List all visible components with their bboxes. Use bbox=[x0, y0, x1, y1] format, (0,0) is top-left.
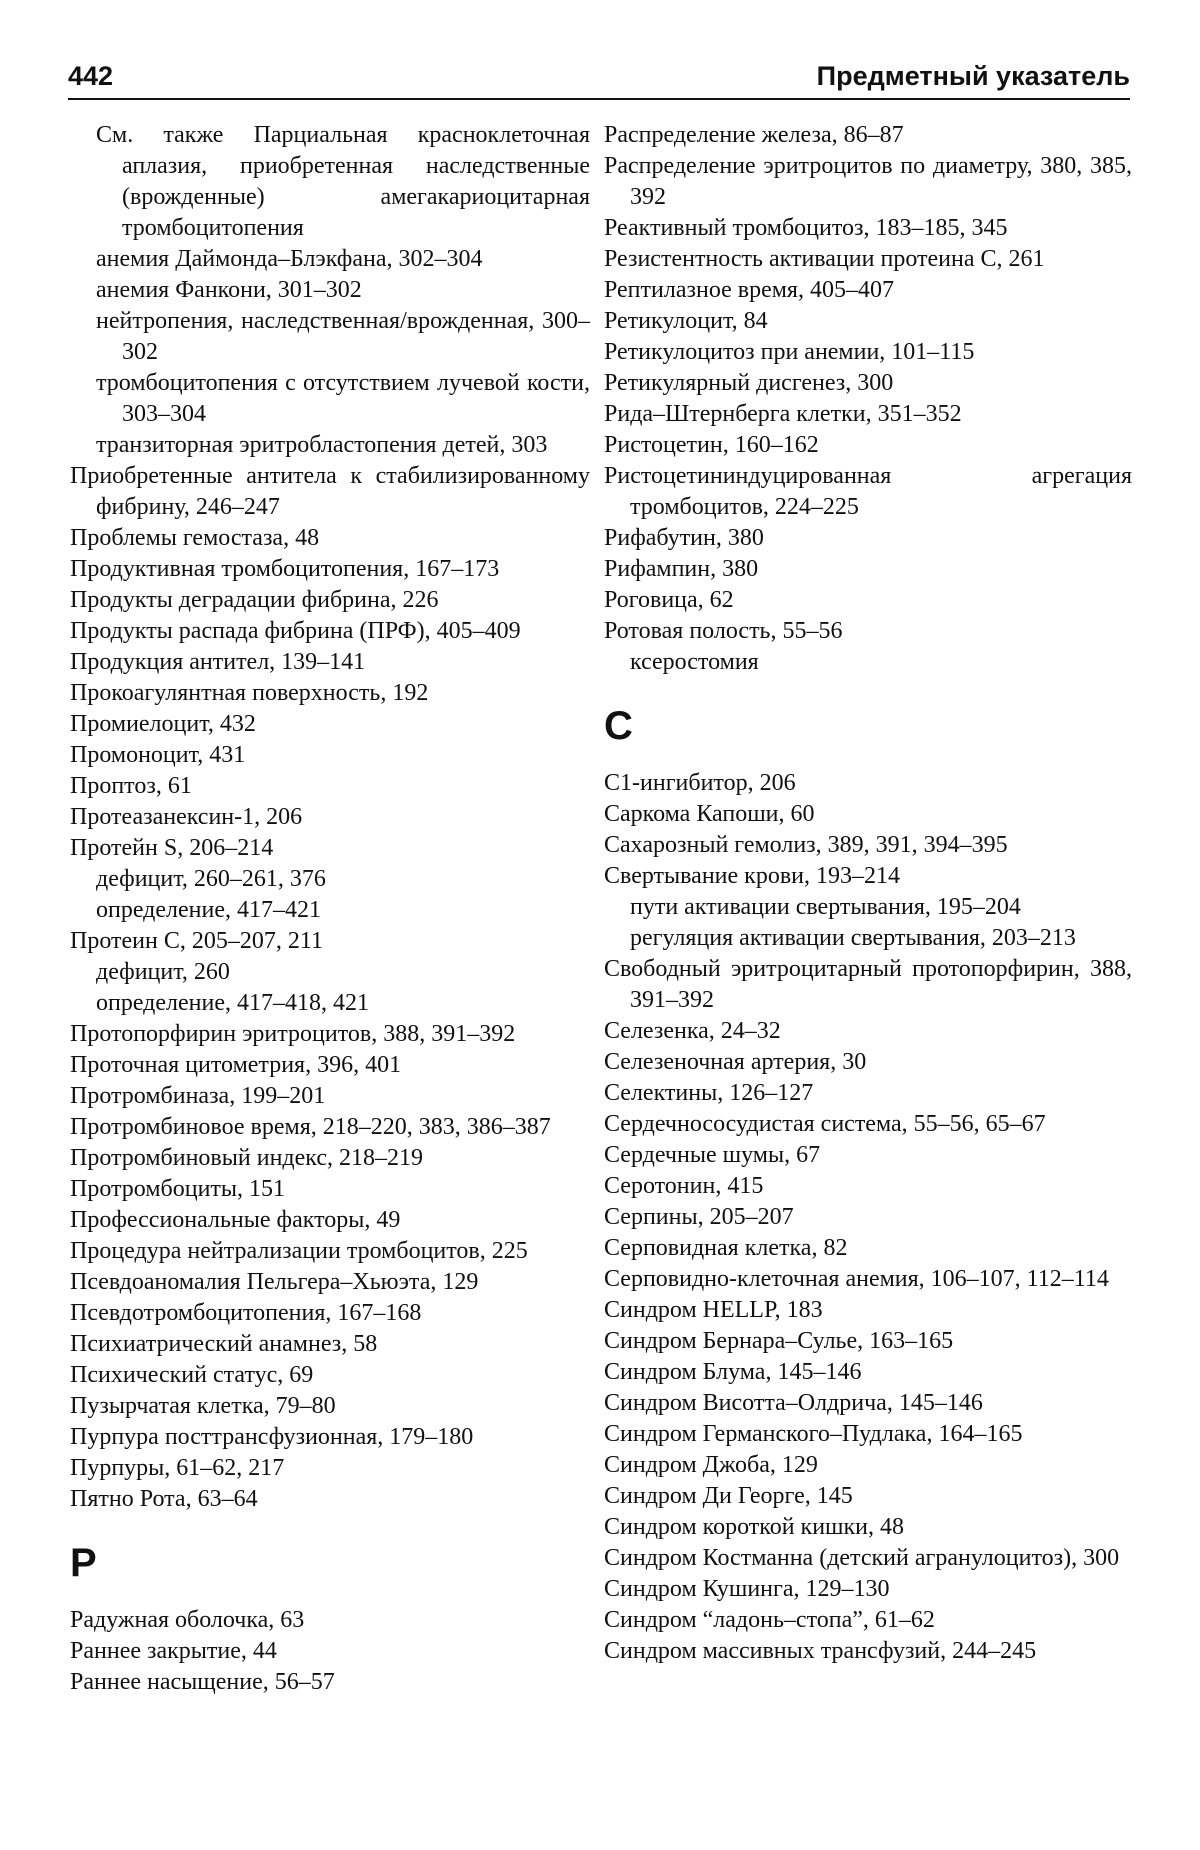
index-entry: Роговица, 62 bbox=[604, 587, 734, 613]
index-entry: Промиелоцит, 432 bbox=[70, 711, 256, 737]
index-entry-list bbox=[604, 768, 1132, 1667]
index-entry: Процедура нейтрализации тромбоцитов, 225 bbox=[70, 1238, 528, 1264]
index-entry: Резистентность активации протеина С, 261 bbox=[604, 246, 1045, 272]
index-entry: Пятно Рота, 63–64 bbox=[70, 1486, 258, 1512]
index-entry: Селезенка, 24–32 bbox=[604, 1018, 781, 1044]
page-header bbox=[68, 52, 1130, 100]
page-number: 442 bbox=[68, 61, 114, 91]
index-entry-list bbox=[70, 1605, 590, 1698]
index-entry: Серповидная клетка, 82 bbox=[604, 1235, 848, 1261]
index-subentry: дефицит, 260–261, 376 bbox=[96, 866, 326, 892]
index-entry: Протеин С, 205–207, 211 bbox=[70, 928, 323, 954]
index-entry: Протопорфирин эритроцитов, 388, 391–392 bbox=[70, 1021, 516, 1047]
index-entry: Приобретенные антитела к стабилизированному фибрину, 246–247 bbox=[70, 463, 590, 520]
index-entry: Протромбиновый индекс, 218–219 bbox=[70, 1145, 423, 1171]
index-entry: Протромбоциты, 151 bbox=[70, 1176, 286, 1202]
index-entry: Прокоагулянтная поверхность, 192 bbox=[70, 680, 429, 706]
index-entry: Свободный эритроцитарный протопорфирин, 388, 391–392 bbox=[604, 956, 1132, 1013]
index-entry: Синдром Джоба, 129 bbox=[604, 1452, 818, 1478]
index-entry: Синдром Бернара–Сулье, 163–165 bbox=[604, 1328, 954, 1354]
index-subentry: пути активации свертывания, 195–204 bbox=[630, 894, 1021, 920]
index-entry: Протейн S, 206–214 bbox=[70, 835, 274, 861]
index-entry: Рифампин, 380 bbox=[604, 556, 759, 582]
index-entry: Синдром массивных трансфузий, 244–245 bbox=[604, 1638, 1037, 1664]
index-entry: Синдром Блума, 145–146 bbox=[604, 1359, 862, 1385]
index-entry: Серотонин, 415 bbox=[604, 1173, 764, 1199]
index-entry: Проточная цитометрия, 396, 401 bbox=[70, 1052, 402, 1078]
index-entry: Синдром Костманна (детский агранулоцитоз), 300 bbox=[604, 1545, 1120, 1571]
index-entry: Селектины, 126–127 bbox=[604, 1080, 814, 1106]
index-subentry: регуляция активации свертывания, 203–213 bbox=[630, 925, 1076, 951]
index-entry: Психиатрический анамнез, 58 bbox=[70, 1331, 378, 1357]
index-entry: Ротовая полость, 55–56 bbox=[604, 618, 843, 644]
index-entry: Протромбиновое время, 218–220, 383, 386–387 bbox=[70, 1114, 551, 1140]
index-entry: Промоноцит, 431 bbox=[70, 742, 246, 768]
index-entry: С1-ингибитор, 206 bbox=[604, 770, 796, 796]
right-column bbox=[604, 120, 1132, 1667]
index-entry: Синдром короткой кишки, 48 bbox=[604, 1514, 905, 1540]
index-entry: Синдром Германского–Пудлака, 164–165 bbox=[604, 1421, 1023, 1447]
index-entry-list bbox=[70, 120, 590, 1515]
index-entry: Саркома Капоши, 60 bbox=[604, 801, 815, 827]
index-subentry: транзиторная эритробластопения детей, 303 bbox=[96, 432, 548, 458]
index-entry: Пурпура посттрансфузионная, 179–180 bbox=[70, 1424, 474, 1450]
section-letter: Р bbox=[70, 1541, 97, 1585]
index-entry: Проптоз, 61 bbox=[70, 773, 192, 799]
index-entry: Рептилазное время, 405–407 bbox=[604, 277, 894, 303]
index-entry: Раннее закрытие, 44 bbox=[70, 1638, 277, 1664]
index-subentry: ксеростомия bbox=[630, 649, 759, 675]
index-entry: Протеазанексин-1, 206 bbox=[70, 804, 303, 830]
index-entry: Сахарозный гемолиз, 389, 391, 394–395 bbox=[604, 832, 1008, 858]
index-entry: Ретикулярный дисгенез, 300 bbox=[604, 370, 894, 396]
index-entry: Психический статус, 69 bbox=[70, 1362, 314, 1388]
section-letter: С bbox=[604, 704, 633, 748]
index-entry: Ретикулоцит, 84 bbox=[604, 308, 768, 334]
index-entry: Протромбиназа, 199–201 bbox=[70, 1083, 326, 1109]
index-entry: Продукты распада фибрина (ПРФ), 405–409 bbox=[70, 618, 521, 644]
index-entry: Рида–Штернберга клетки, 351–352 bbox=[604, 401, 962, 427]
index-entry: Свертывание крови, 193–214 bbox=[604, 863, 900, 889]
index-entry: Серповидно-клеточная анемия, 106–107, 112–114 bbox=[604, 1266, 1109, 1292]
index-entry: Раннее насыщение, 56–57 bbox=[70, 1669, 335, 1695]
index-entry: Радужная оболочка, 63 bbox=[70, 1607, 305, 1633]
index-entry: Продукция антител, 139–141 bbox=[70, 649, 366, 675]
index-entry: Продукты деградации фибрина, 226 bbox=[70, 587, 439, 613]
index-entry: Профессиональные факторы, 49 bbox=[70, 1207, 401, 1233]
index-entry: Серпины, 205–207 bbox=[604, 1204, 794, 1230]
index-entry: Пузырчатая клетка, 79–80 bbox=[70, 1393, 336, 1419]
index-entry: Ретикулоцитоз при анемии, 101–115 bbox=[604, 339, 975, 365]
index-entry: Ристоцетининдуцированная агрегация тромбоцитов, 224–225 bbox=[604, 463, 1132, 520]
index-subentry: См. также Парциальная красноклеточная аплазия, приобретенная наследственные (врожденные) амегакариоцитарная тромбоцитопения bbox=[96, 122, 590, 241]
index-subentry: нейтропения, наследственная/врожденная, 300–302 bbox=[96, 308, 590, 365]
index-entry: Сердечные шумы, 67 bbox=[604, 1142, 821, 1168]
running-title: Предметный указатель bbox=[816, 61, 1130, 91]
index-subentry: дефицит, 260 bbox=[96, 959, 230, 985]
index-entry: Распределение железа, 86–87 bbox=[604, 122, 904, 148]
index-subentry: тромбоцитопения с отсутствием лучевой кости, 303–304 bbox=[96, 370, 590, 427]
index-entry: Синдром HELLP, 183 bbox=[604, 1297, 823, 1323]
index-subentry: анемия Фанкони, 301–302 bbox=[96, 277, 362, 303]
index-entry: Псевдотромбоцитопения, 167–168 bbox=[70, 1300, 422, 1326]
index-entry: Синдром “ладонь–стопа”, 61–62 bbox=[604, 1607, 935, 1633]
index-entry: Сердечнососудистая система, 55–56, 65–67 bbox=[604, 1111, 1046, 1137]
index-entry: Ристоцетин, 160–162 bbox=[604, 432, 819, 458]
index-entry: Синдром Висотта–Олдрича, 145–146 bbox=[604, 1390, 983, 1416]
index-entry: Пурпуры, 61–62, 217 bbox=[70, 1455, 285, 1481]
index-entry: Синдром Ди Георге, 145 bbox=[604, 1483, 853, 1509]
index-entry: Синдром Кушинга, 129–130 bbox=[604, 1576, 890, 1602]
index-subentry: определение, 417–418, 421 bbox=[96, 990, 370, 1016]
index-entry: Псевдоаномалия Пельгера–Хьюэта, 129 bbox=[70, 1269, 479, 1295]
index-entry-list bbox=[604, 120, 1132, 678]
index-entry: Проблемы гемостаза, 48 bbox=[70, 525, 320, 551]
index-entry: Реактивный тромбоцитоз, 183–185, 345 bbox=[604, 215, 1008, 241]
index-entry: Распределение эритроцитов по диаметру, 380, 385, 392 bbox=[604, 153, 1132, 210]
index-subentry: определение, 417–421 bbox=[96, 897, 322, 923]
index-entry: Рифабутин, 380 bbox=[604, 525, 764, 551]
index-entry: Селезеночная артерия, 30 bbox=[604, 1049, 867, 1075]
index-subentry: анемия Даймонда–Блэкфана, 302–304 bbox=[96, 246, 483, 272]
index-entry: Продуктивная тромбоцитопения, 167–173 bbox=[70, 556, 500, 582]
left-column bbox=[70, 120, 590, 1698]
